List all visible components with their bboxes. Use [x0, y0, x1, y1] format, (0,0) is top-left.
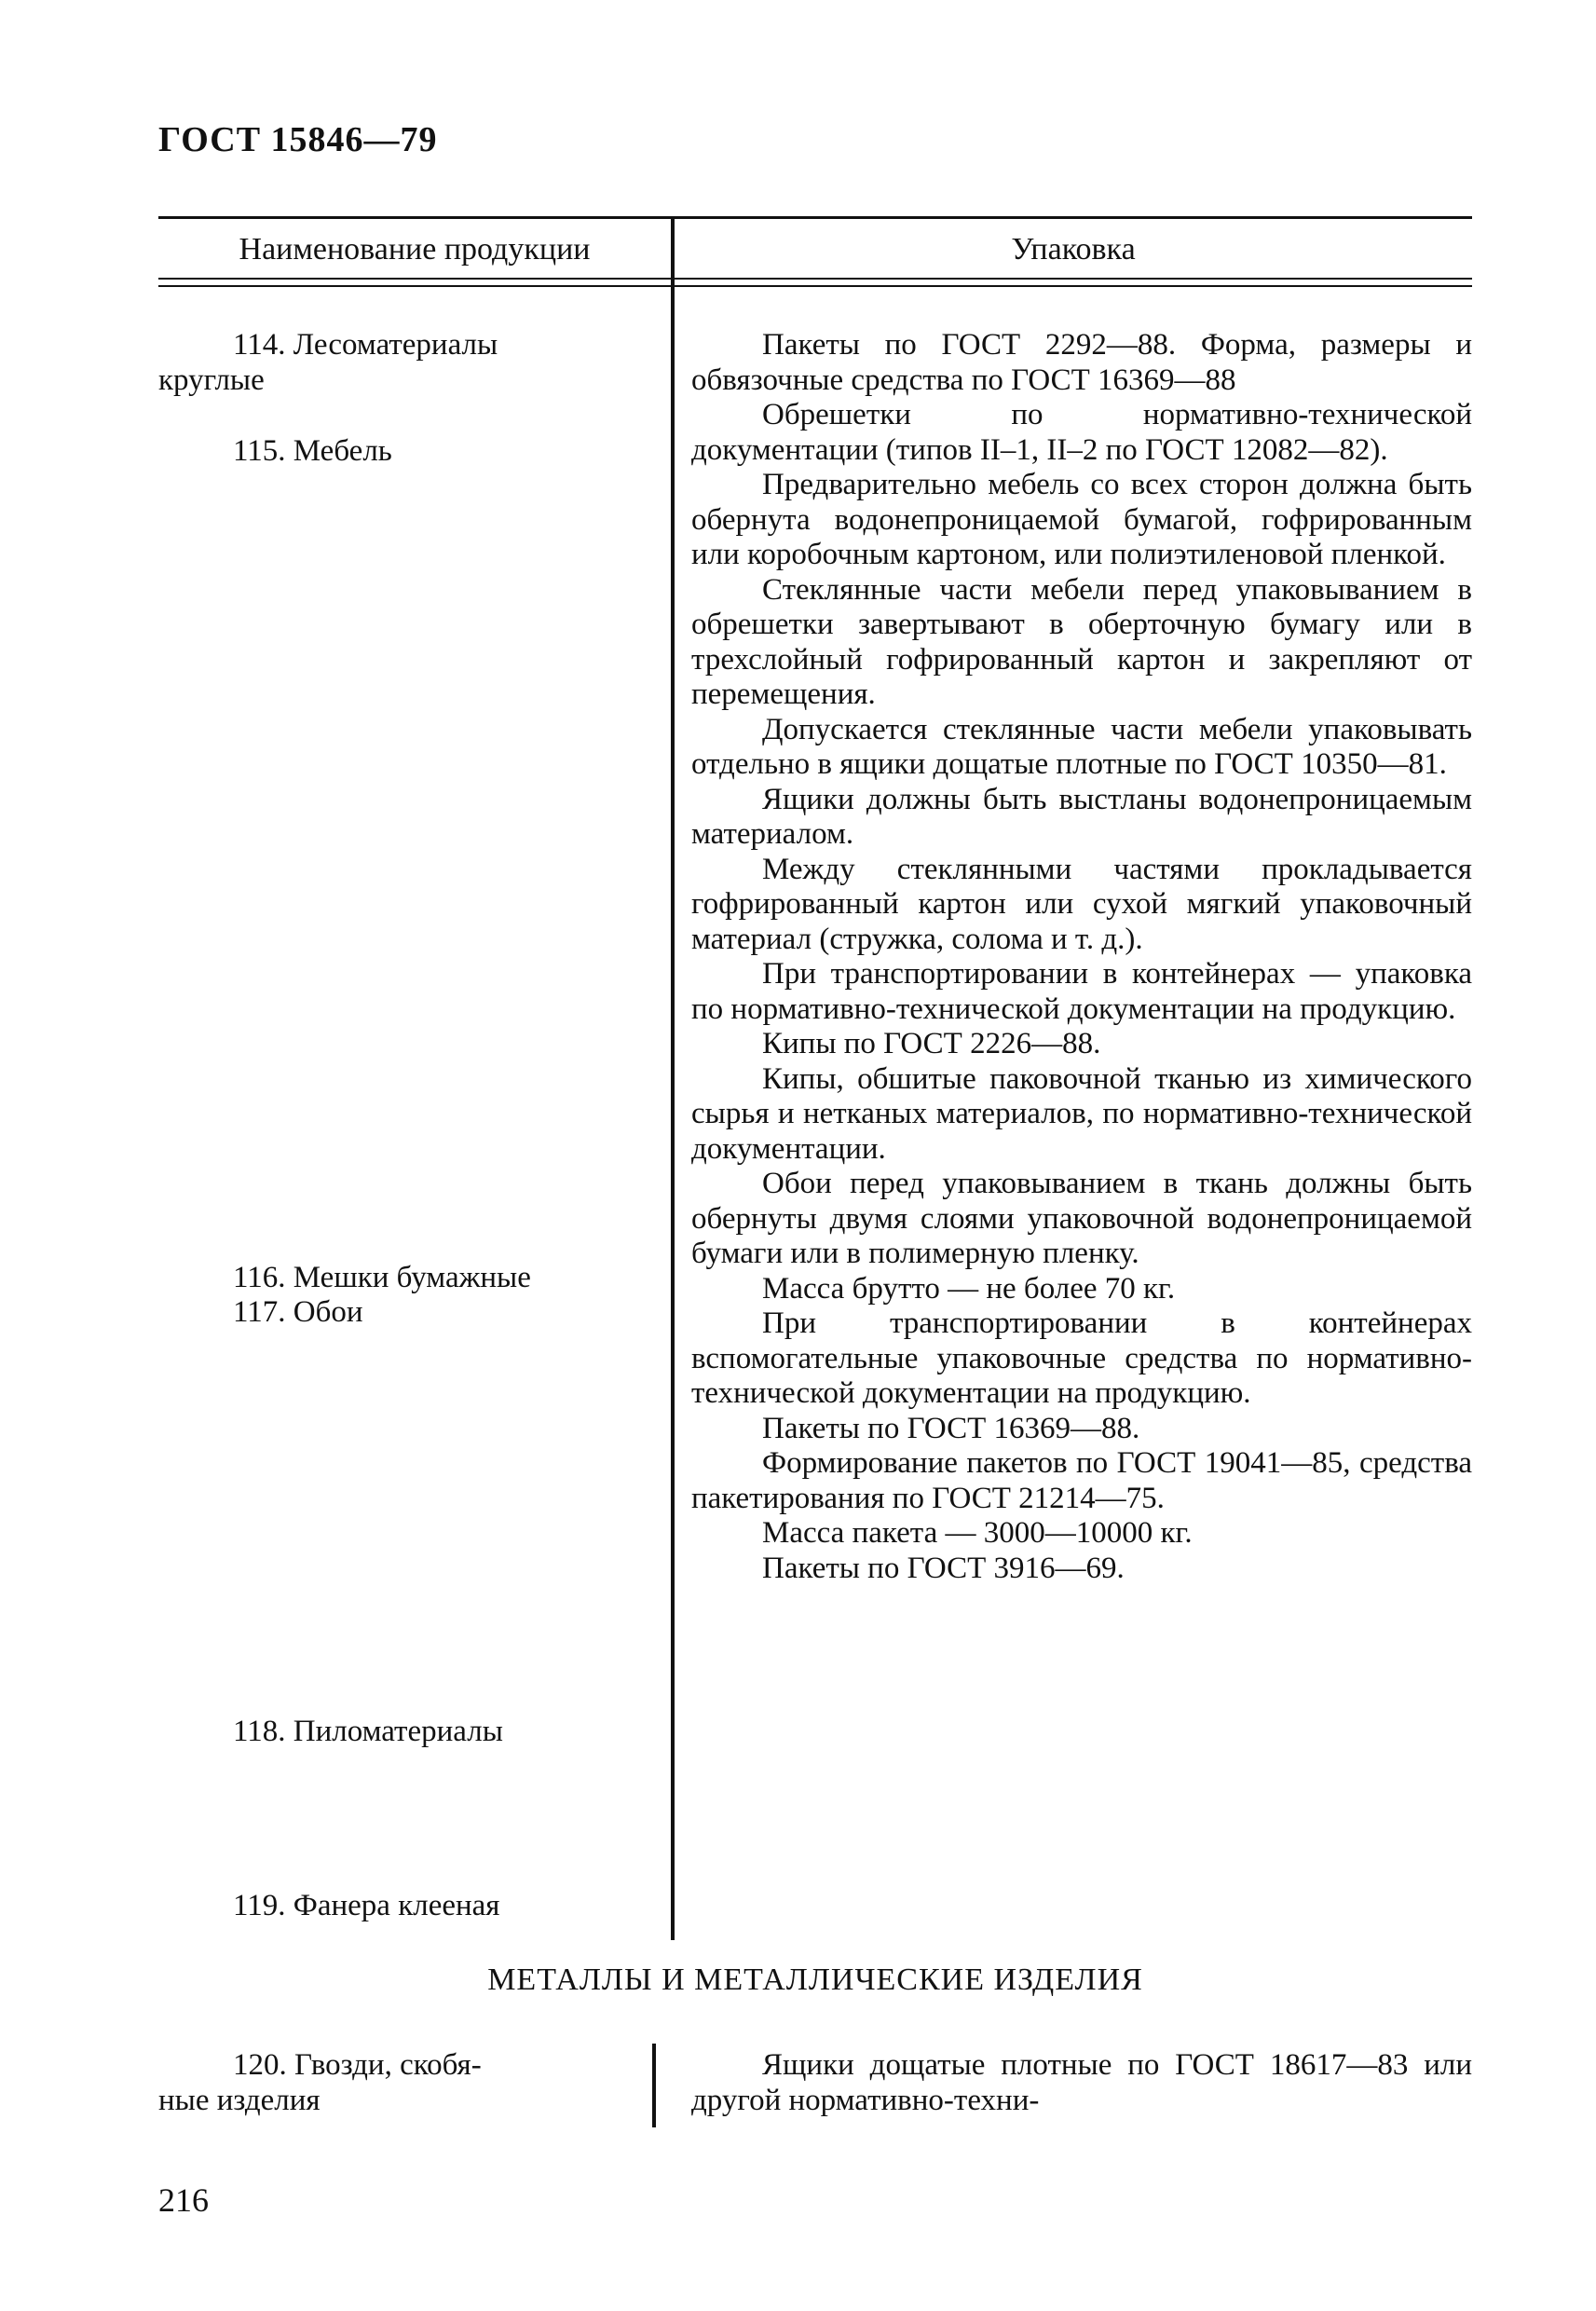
- product-item-114: [158, 328, 652, 398]
- packaging-paragraph: Кипы, обшитые паковочной тканью из химического сырья и нетканых материалов, по нормативно-технической документации.: [691, 1061, 1472, 1166]
- packaging-paragraph: Предварительно мебель со всех сторон должна быть обернута водонепроницаемой бумагой, гофрированным или коробочным картоном, или полиэтиленовой пленкой.: [691, 468, 1472, 571]
- product-item-continuation: ные изделия: [158, 2083, 321, 2117]
- product-item-title: 118. Пиломатериалы: [233, 1715, 503, 1748]
- packaging-paragraph: Ящики должны быть выстланы водонепроницаемым материалом.: [691, 782, 1472, 851]
- column-header-packaging: Упаковка: [1011, 232, 1136, 267]
- packaging-paragraph: Пакеты по ГОСТ 3916—69.: [762, 1551, 1125, 1585]
- packaging-paragraph: Масса брутто — не более 70 кг.: [762, 1271, 1176, 1306]
- packaging-paragraph: При транспортировании в контейнерах вспомогательные упаковочные средства по нормативно-технической документации на продукцию.: [691, 1306, 1472, 1410]
- packaging-paragraph: Стеклянные части мебели перед упаковыванием в обрешетки завертывают в оберточную бумагу или в трехслойный гофрированный картон и закрепляют от перемещения.: [691, 572, 1472, 711]
- product-item-title: 114. Лесоматериалы: [233, 328, 498, 362]
- section-heading: МЕТАЛЛЫ И МЕТАЛЛИЧЕСКИЕ ИЗДЕЛИЯ: [487, 1962, 1143, 1997]
- packaging-paragraph: Кипы по ГОСТ 2226—88.: [762, 1027, 1101, 1060]
- packaging-paragraph: Формирование пакетов по ГОСТ 19041—85, средства пакетирования по ГОСТ 21214—75.: [691, 1446, 1472, 1515]
- packaging-paragraph: Пакеты по ГОСТ 2292—88. Форма, размеры и обвязочные средства по ГОСТ 16369—88: [691, 328, 1472, 397]
- page-header: ГОСТ 15846—79: [158, 120, 438, 159]
- product-item-title: 117. Обои: [233, 1295, 363, 1329]
- packaging-paragraph: Масса пакета — 3000—10000 кг.: [762, 1516, 1193, 1550]
- packaging-paragraph: Между стеклянными частями прокладывается гофрированный картон или сухой мягкий упаковочный материал (стружка, солома и т. д.).: [691, 852, 1472, 956]
- product-item-title: 115. Мебель: [233, 434, 392, 468]
- column-divider-2: [652, 2044, 656, 2127]
- packaging-paragraph: Пакеты по ГОСТ 16369—88.: [762, 1411, 1140, 1445]
- product-item-title: 119. Фанера клееная: [233, 1889, 500, 1922]
- product-item-120: [158, 2048, 652, 2118]
- product-item-115: [158, 434, 652, 470]
- packaging-column-2: [691, 2048, 1472, 2118]
- packaging-paragraph: Обрешетки по нормативно-технической документации (типов II–1, II–2 по ГОСТ 12082—82).: [691, 398, 1472, 467]
- header-double-rule-bottom: [158, 285, 1472, 287]
- header-double-rule-top: [158, 278, 1472, 280]
- table-top-rule: [158, 216, 1472, 219]
- product-item-title: 120. Гвозди, скобя-: [233, 2048, 482, 2082]
- page-number: 216: [158, 2181, 209, 2219]
- product-item-119: [158, 1889, 652, 1924]
- column-divider: [671, 216, 675, 1940]
- packaging-column: [691, 328, 1472, 1586]
- product-item-continuation: круглые: [158, 362, 265, 397]
- product-item-title: 116. Мешки бумажные: [233, 1261, 531, 1294]
- column-header-product: Наименование продукции: [239, 232, 591, 267]
- packaging-paragraph: Обои перед упаковыванием в ткань должны быть обернуты двумя слоями упаковочной водонепроницаемой бумаги или в полимерную пленку.: [691, 1167, 1472, 1270]
- packaging-paragraph: Ящики дощатые плотные по ГОСТ 18617—83 или другой нормативно-техни-: [691, 2048, 1472, 2117]
- product-item-116: [158, 1261, 652, 1296]
- packaging-paragraph: Допускается стеклянные части мебели упаковывать отдельно в ящики дощатые плотные по ГОСТ 10350—81.: [691, 712, 1472, 781]
- product-item-118: [158, 1715, 652, 1750]
- packaging-paragraph: При транспортировании в контейнерах — упаковка по нормативно-технической документации на продукцию.: [691, 957, 1472, 1026]
- product-item-117: [158, 1295, 652, 1331]
